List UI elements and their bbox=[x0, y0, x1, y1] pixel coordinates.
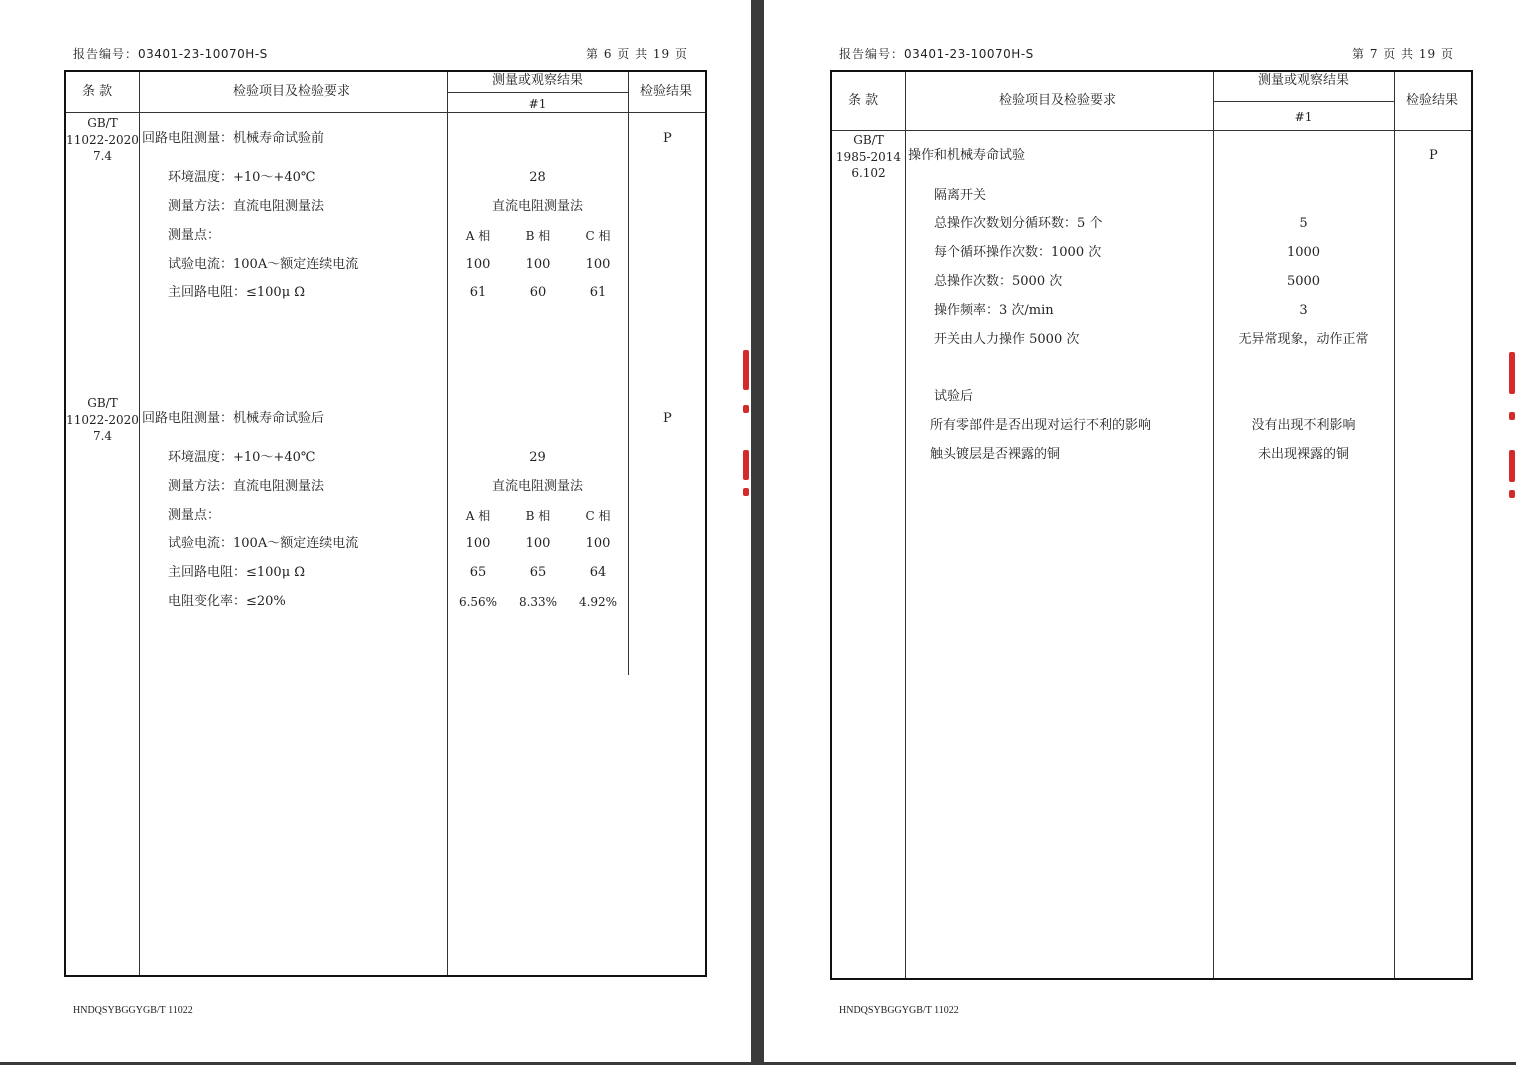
resistance-b: 60 bbox=[529, 285, 547, 300]
phase-a: A 相 bbox=[465, 229, 491, 243]
page-indicator: 第 6 页 共 19 页 bbox=[586, 47, 688, 61]
right-page bbox=[764, 0, 1516, 1062]
phase-c: C 相 bbox=[585, 509, 611, 523]
form-code: HNDQSYBGGYGB/T 11022 bbox=[73, 1005, 193, 1016]
ambient-temp-label: 环境温度：+10～+40℃ bbox=[168, 450, 316, 465]
col-measure-header: 测量或观察结果 bbox=[491, 73, 583, 88]
current-a: 100 bbox=[465, 257, 491, 272]
section-title: 回路电阻测量：机械寿命试验前 bbox=[142, 131, 325, 146]
seal-stamp-edge bbox=[743, 350, 751, 500]
result-pass: P bbox=[663, 131, 672, 146]
copper-exposed-label: 触头镀层是否裸露的铜 bbox=[930, 447, 1061, 462]
frequency-label: 操作频率：3 次/min bbox=[934, 303, 1054, 318]
resistance-c: 61 bbox=[589, 285, 607, 300]
cycles-value: 5 bbox=[1299, 216, 1308, 231]
change-rate-c: 4.92% bbox=[578, 595, 618, 609]
total-ops-label: 总操作次数：5000 次 bbox=[934, 274, 1063, 289]
current-c: 100 bbox=[585, 536, 611, 551]
cycles-label: 总操作次数划分循环数：5 个 bbox=[934, 216, 1103, 231]
inspection-table bbox=[830, 70, 1473, 980]
section-subtitle: 隔离开关 bbox=[934, 188, 987, 203]
col-sample-header: #1 bbox=[528, 97, 547, 111]
col-result-header: 检验结果 bbox=[640, 84, 693, 99]
result-pass: P bbox=[663, 411, 672, 426]
report-number: 报告编号：03401-23-10070H-S bbox=[73, 47, 268, 61]
section-title: 操作和机械寿命试验 bbox=[908, 148, 1026, 163]
manual-ops-label: 开关由人力操作 5000 次 bbox=[934, 332, 1080, 347]
resistance-a: 61 bbox=[469, 285, 487, 300]
resistance-b: 65 bbox=[529, 565, 547, 580]
change-rate-label: 电阻变化率：≤20% bbox=[168, 594, 286, 609]
points-label: 测量点： bbox=[168, 508, 221, 523]
left-page bbox=[0, 0, 751, 1062]
clause-ref: GB/T 11022-2020 7.4 bbox=[66, 116, 139, 163]
resistance-a: 65 bbox=[469, 565, 487, 580]
resistance-c: 64 bbox=[589, 565, 607, 580]
method-label: 测量方法：直流电阻测量法 bbox=[168, 199, 325, 214]
ops-per-cycle-value: 1000 bbox=[1286, 245, 1321, 260]
manual-ops-value: 无异常现象，动作正常 bbox=[1238, 332, 1369, 347]
inspection-table bbox=[64, 70, 707, 977]
phase-b: B 相 bbox=[525, 509, 551, 523]
resistance-label: 主回路电阻：≤100μ Ω bbox=[168, 285, 306, 300]
col-clause-header: 条 款 bbox=[82, 84, 113, 99]
page-gutter bbox=[751, 0, 764, 1065]
phase-c: C 相 bbox=[585, 229, 611, 243]
phase-b: B 相 bbox=[525, 229, 551, 243]
current-b: 100 bbox=[525, 536, 551, 551]
report-number: 报告编号：03401-23-10070H-S bbox=[839, 47, 1034, 61]
copper-exposed-value: 未出现裸露的铜 bbox=[1257, 447, 1349, 462]
form-code: HNDQSYBGGYGB/T 11022 bbox=[839, 1005, 959, 1016]
method-value: 直流电阻测量法 bbox=[491, 199, 583, 214]
points-label: 测量点： bbox=[168, 228, 221, 243]
ambient-temp-value: 28 bbox=[529, 170, 546, 185]
col-measure-header: 测量或观察结果 bbox=[1257, 73, 1349, 88]
parts-effect-value: 没有出现不利影响 bbox=[1251, 418, 1356, 433]
seal-stamp-edge bbox=[1509, 352, 1516, 502]
current-a: 100 bbox=[465, 536, 491, 551]
col-item-header: 检验项目及检验要求 bbox=[999, 93, 1117, 108]
method-label: 测量方法：直流电阻测量法 bbox=[168, 479, 325, 494]
change-rate-b: 8.33% bbox=[518, 595, 558, 609]
col-sample-header: #1 bbox=[1294, 110, 1313, 124]
col-clause-header: 条 款 bbox=[848, 93, 879, 108]
clause-ref: GB/T 1985-2014 6.102 bbox=[835, 133, 902, 180]
current-b: 100 bbox=[525, 257, 551, 272]
method-value: 直流电阻测量法 bbox=[491, 479, 583, 494]
section-title: 回路电阻测量：机械寿命试验后 bbox=[142, 411, 325, 426]
clause-ref: GB/T 11022-2020 7.4 bbox=[66, 396, 139, 443]
current-label: 试验电流：100A～额定连续电流 bbox=[168, 536, 359, 551]
frequency-value: 3 bbox=[1299, 303, 1308, 318]
col-item-header: 检验项目及检验要求 bbox=[233, 84, 351, 99]
ops-per-cycle-label: 每个循环操作次数：1000 次 bbox=[934, 245, 1102, 260]
total-ops-value: 5000 bbox=[1286, 274, 1321, 289]
phase-a: A 相 bbox=[465, 509, 491, 523]
page-indicator: 第 7 页 共 19 页 bbox=[1352, 47, 1454, 61]
parts-effect-label: 所有零部件是否出现对运行不利的影响 bbox=[930, 418, 1152, 433]
result-pass: P bbox=[1429, 148, 1438, 163]
current-c: 100 bbox=[585, 257, 611, 272]
ambient-temp-value: 29 bbox=[529, 450, 546, 465]
ambient-temp-label: 环境温度：+10～+40℃ bbox=[168, 170, 316, 185]
after-test-title: 试验后 bbox=[934, 389, 974, 404]
resistance-label: 主回路电阻：≤100μ Ω bbox=[168, 565, 306, 580]
change-rate-a: 6.56% bbox=[458, 595, 498, 609]
current-label: 试验电流：100A～额定连续电流 bbox=[168, 257, 359, 272]
col-result-header: 检验结果 bbox=[1406, 93, 1459, 108]
